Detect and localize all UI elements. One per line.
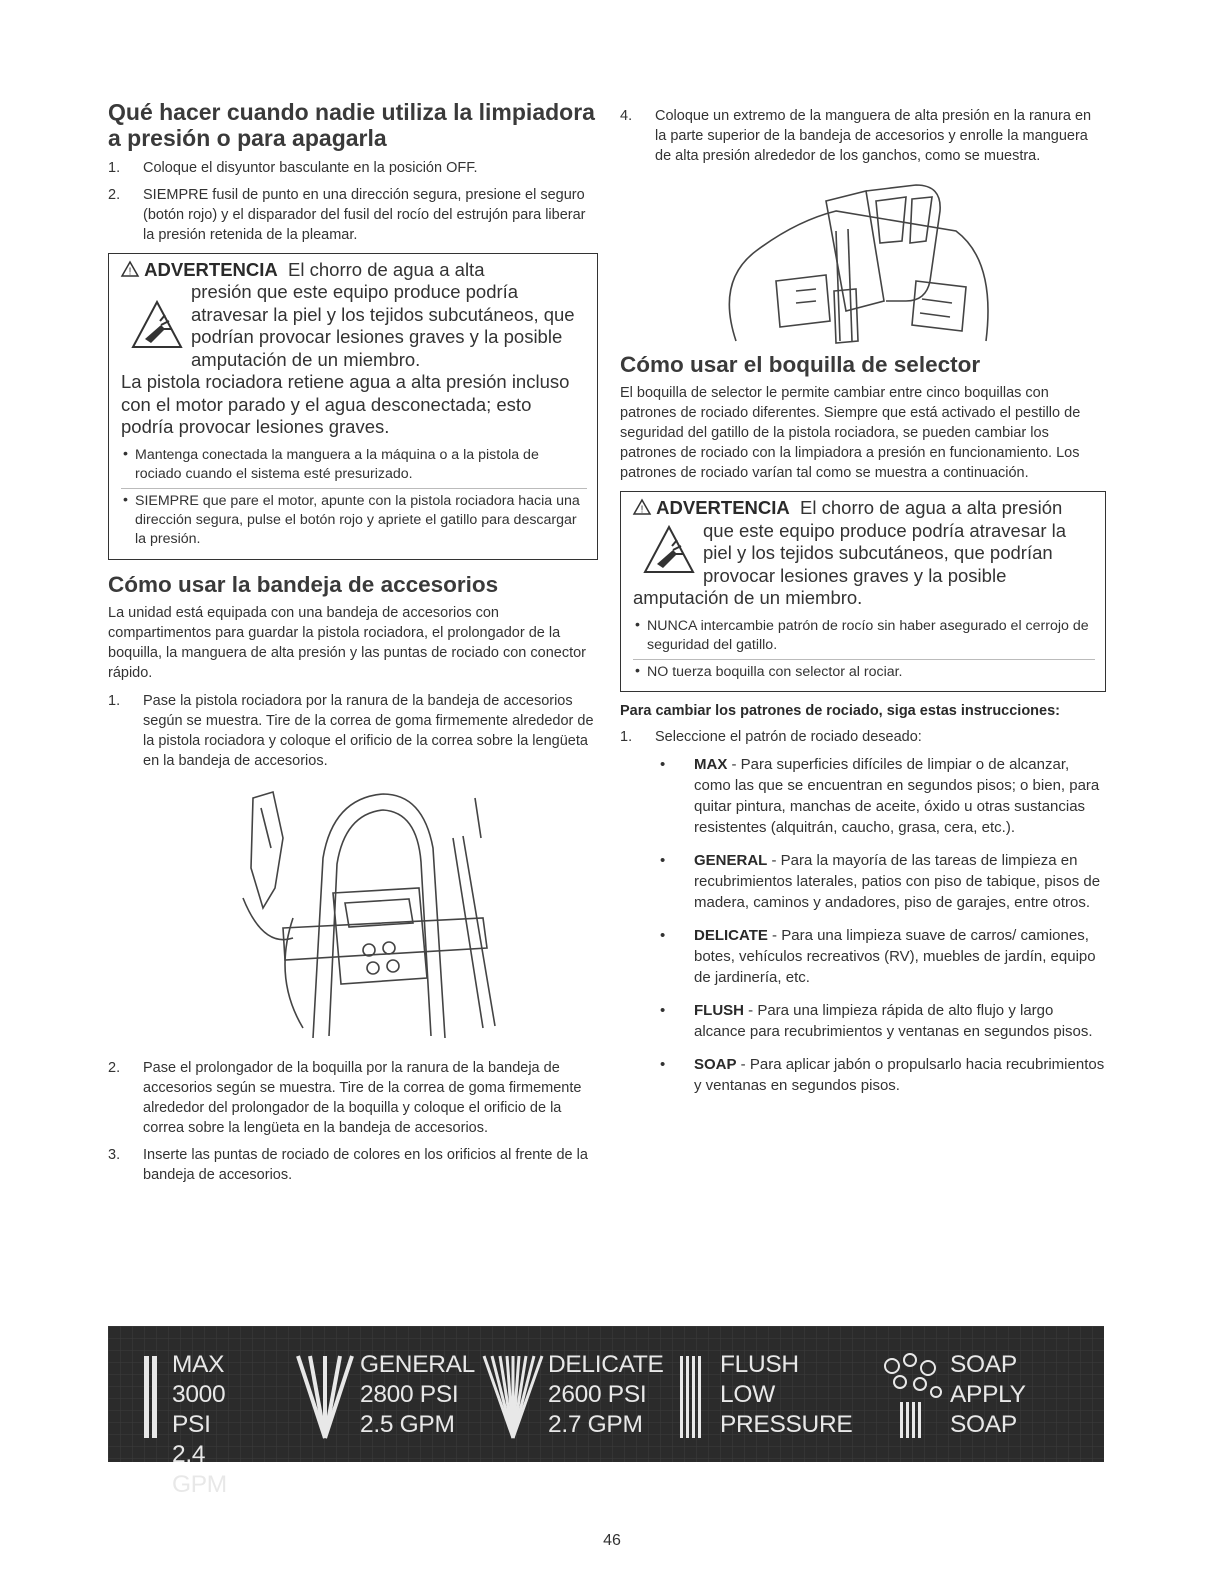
tray-step-3: 3. Inserte las puntas de rociado de colores en los orificios al frente de la bandeja de accesorios. — [108, 1146, 588, 1183]
tray-step-1: 1. Pase la pistola rociadora por la ranura de la bandeja de accesorios según se muestra. Tire de la correa de goma firmemente alrededor de la pistola rociadora y coloque el orificio de la correa sobre la lengüeta en la bandeja de accesorios. — [108, 692, 594, 769]
warning-bullets — [121, 443, 587, 553]
change-step-1: 1. Seleccione el patrón de rociado deseado: — [620, 728, 922, 745]
mode-general: • GENERAL - Para la mayoría de las tareas de limpieza en recubrimientos laterales, patios con piso de tabique, pisos de madera, caminos y andadores, piso de garajes, entre otros. — [656, 850, 1106, 913]
accessory-tray-gun-illustration — [213, 778, 513, 1048]
warning-lead: El chorro de agua a alta presión — [800, 497, 1063, 519]
soap-bubbles-icon — [878, 1352, 944, 1442]
warning-bullets — [633, 614, 1095, 685]
left-column — [108, 100, 598, 1192]
high-pressure-injection-icon — [131, 299, 183, 351]
spray-modes-list — [620, 754, 1106, 1096]
page-number: 46 — [603, 1532, 621, 1549]
tray-step-4: 4. Coloque un extremo de la manguera de alta presión en la ranura en la parte superior de la bandeja de accesorios y enrolle la manguera de alta presión alrededor de los ganchos, como se muestra. — [620, 108, 1092, 164]
warning-label: ADVERTENCIA — [144, 258, 278, 280]
shutdown-step-1: 1. Coloque el disyuntor basculante en la posición OFF. — [108, 159, 478, 176]
high-pressure-injection-icon — [643, 524, 695, 576]
shutdown-title: Qué hacer cuando nadie utiliza la limpiadora a presión o para apagarla — [108, 99, 595, 151]
delicate-spray-icon — [482, 1352, 544, 1442]
warning-text: que este equipo produce podría atravesar la piel y los tejidos subcutáneos, que podrían provocar lesiones graves y la posible amputación de un miembro. — [633, 519, 1067, 609]
warning-triangle-icon — [121, 261, 139, 277]
shutdown-steps — [108, 158, 598, 245]
tray-steps-a — [108, 691, 598, 771]
warning-label: ADVERTENCIA — [656, 497, 790, 519]
shutdown-step-2: 2. SIEMPRE fusil de punto en una dirección segura, presione el seguro (botón rojo) y el disparador del fusil del rocío del estrujón para liberar la presión retenida de la pleamar. — [108, 186, 586, 243]
warning-box-right — [620, 491, 1106, 692]
mode-max: • MAX - Para superficies difíciles de limpiar o de alcanzar, como las que se encuentran en segundos pisos; o bien, para quitar pintura, manchas de aceite, óxido u otras sustancias resistentes (alquitrán, caucho, grasa, cera, etc.). — [656, 754, 1106, 838]
warning-bullet: • NO tuerza boquilla con selector al rociar. — [633, 659, 1095, 685]
general-spray-icon — [294, 1352, 356, 1442]
max-spray-icon — [138, 1352, 168, 1442]
right-column — [620, 100, 1106, 1108]
warning-triangle-icon — [633, 499, 651, 515]
hose-hooks-illustration — [716, 171, 1006, 346]
warning-bullet: • Mantenga conectada la manguera a la máquina o a la pistola de rociado cuando el sistema esté presurizado. — [121, 443, 587, 488]
tray-steps-c — [620, 106, 1106, 166]
change-steps — [620, 727, 1106, 747]
mode-flush: • FLUSH - Para una limpieza rápida de alto flujo y largo alcance para recubrimientos y ventanas en segundos pisos. — [656, 1000, 1106, 1042]
warning-text-2: La pistola rociadora retiene agua a alta presión incluso con el motor parado y el agua desconectada; esto podría provocar lesiones graves. — [121, 371, 570, 438]
tray-step-2: 2. Pase el prolongador de la boquilla por la ranura de la bandeja de accesorios según se muestra. Tire de la correa de goma firmemente alrededor del prolongador de la boquilla y coloque el orificio de la correa sobre la lengüeta en la bandeja de accesorios. — [108, 1059, 582, 1136]
svg-text:!: ! — [640, 504, 644, 516]
svg-text:!: ! — [128, 266, 132, 277]
warning-box-left — [108, 253, 598, 560]
spray-pattern-banner: MAX 3000 PSI 2.4 GPM GENERAL 2800 PSI 2.5 GPM DELICATE 2600 PSI 2.7 GPM FLUSH LOW PRESSURE SOAP APPLY SOAP — [108, 1326, 1104, 1462]
mode-delicate: • DELICATE - Para una limpieza suave de carros/ camiones, botes, vehículos recreativos (RV), muebles de jardín, equipo de jardinería, etc. — [656, 925, 1106, 988]
warning-lead: El chorro de agua a alta — [288, 258, 485, 280]
warning-bullet: • NUNCA intercambie patrón de rocío sin haber asegurado el cerrojo de seguridad del gatillo. — [633, 614, 1095, 659]
selector-title: Cómo usar el boquilla de selector — [620, 352, 981, 377]
mode-soap: • SOAP - Para aplicar jabón o propulsarlo hacia recubrimientos y ventanas en segundos pisos. — [656, 1054, 1106, 1096]
warning-bullet: • SIEMPRE que pare el motor, apunte con la pistola rociadora hacia una dirección segura, pulse el botón rojo y apriete el gatillo para descargar la presión. — [121, 488, 587, 553]
tray-title: Cómo usar la bandeja de accesorios — [108, 571, 499, 597]
tray-intro: La unidad está equipada con una bandeja de accesorios con compartimentos para guardar la pistola rociadora, el prolongador de la boquilla, la manguera de alta presión y las puntas de rociado con conector rápido. — [108, 604, 586, 681]
change-patterns-heading: Para cambiar los patrones de rociado, siga estas instrucciones: — [620, 702, 1060, 719]
selector-intro: El boquilla de selector le permite cambiar entre cinco boquillas con patrones de rociado diferentes. Siempre que está activado el pestillo de seguridad del gatillo de la pistola rociadora, se pueden cambiar los patrones de rociado con la limpiadora a presión en funcionamiento. Los patrones de rociado varían tal como se muestra a continuación. — [620, 385, 1081, 482]
flush-spray-icon — [674, 1352, 714, 1442]
tray-steps-b — [108, 1058, 598, 1185]
warning-text: presión que este equipo produce podría atravesar la piel y los tejidos subcutáneos, que podrían provocar lesiones graves y la posible amputación de un miembro. — [191, 281, 575, 370]
